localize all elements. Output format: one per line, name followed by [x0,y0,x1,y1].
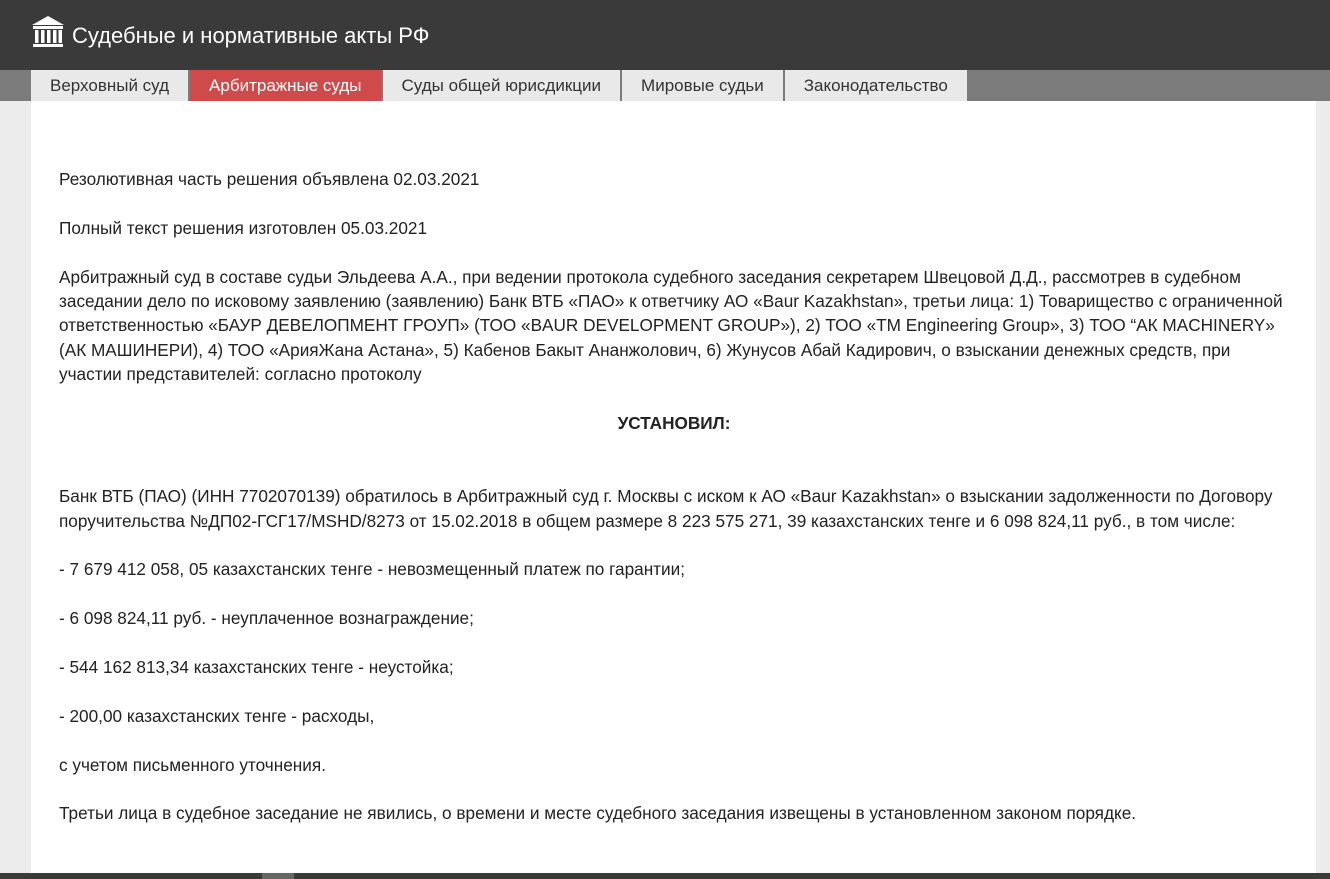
established-heading: УСТАНОВИЛ: [617,413,731,434]
main-navigation [0,70,1330,101]
tab-legislation[interactable]: Законодательство [785,70,969,101]
clarification-paragraph: с учетом письменного уточнения. [59,754,326,775]
document-panel [31,101,1316,873]
site-title-link[interactable]: Судебные и нормативные акты РФ [72,23,430,48]
list-item: - 6 098 824,11 руб. - неуплаченное вознаграждение; [59,608,474,629]
tab-supreme-court[interactable]: Верховный суд [31,70,190,101]
tab-general-jurisdiction-courts[interactable]: Суды общей юрисдикции [383,70,623,101]
courthouse-icon[interactable] [30,14,66,50]
court-composition-paragraph: Арбитражный суд в составе судьи Эльдеева А.А., при ведении протокола судебного заседания секретарем Швецовой Д.Д., рассмотрев в судебном заседании дело по исковому заявлению (заявлению) Банк ВТБ «ПАО» к ответчику АО «Baur Kazakhstan», третьи лица: 1) Товарищество с ограниченной ответственностью «БАУР ДЕВЕЛОПМЕНТ ГРОУП» (ТОО «BAUR DEVELOPMENT GROUP»), 2) ТОО «ТМ Engineering Group», 3) ТОО “АК MACHINERY» (АК МАШИНЕРИ), 4) ТОО «АрияЖана Астана», 5) Кабенов Бакыт Ананжолович, 6) Жунусов Абай Кадирович, о взыскании денежных средств, при участии представителей: согласно протоколу [59,266,1283,385]
list-item: - 7 679 412 058, 05 казахстанских тенге - невозмещенный платеж по гарантии; [59,559,686,580]
resolution-date-paragraph: Резолютивная часть решения объявлена 02.03.2021 [59,169,480,189]
third-parties-paragraph: Третьи лица в судебное заседание не явились, о времени и месте судебного заседания извещены в установленном законом порядке. [59,803,1137,824]
list-item: - 200,00 казахстанских тенге - расходы, [59,705,375,726]
full-text-date-paragraph: Полный текст решения изготовлен 05.03.2021 [59,217,428,238]
site-header [0,0,1330,70]
scrollbar-thumb[interactable] [262,873,294,879]
claim-paragraph: Банк ВТБ (ПАО) (ИНН 7702070139) обратилось в Арбитражный суд г. Москвы с иском к АО «Baur Kazakhstan» о взыскании задолженности по Договору поручительства №ДП02-ГСГ17/MSHD/8273 от 15.02.2018 в общем размере 8 223 575 271, 39 казахстанских тенге и 6 098 824,11 руб., в том числе: [59,486,1273,531]
tab-magistrates[interactable]: Мировые судьи [622,70,785,101]
nav-tabs [31,70,969,101]
tab-arbitration-courts[interactable]: Арбитражные суды [190,70,382,101]
document-text [59,167,1289,850]
horizontal-scrollbar[interactable] [0,873,1330,879]
list-item: - 544 162 813,34 казахстанских тенге - неустойка; [59,657,454,678]
